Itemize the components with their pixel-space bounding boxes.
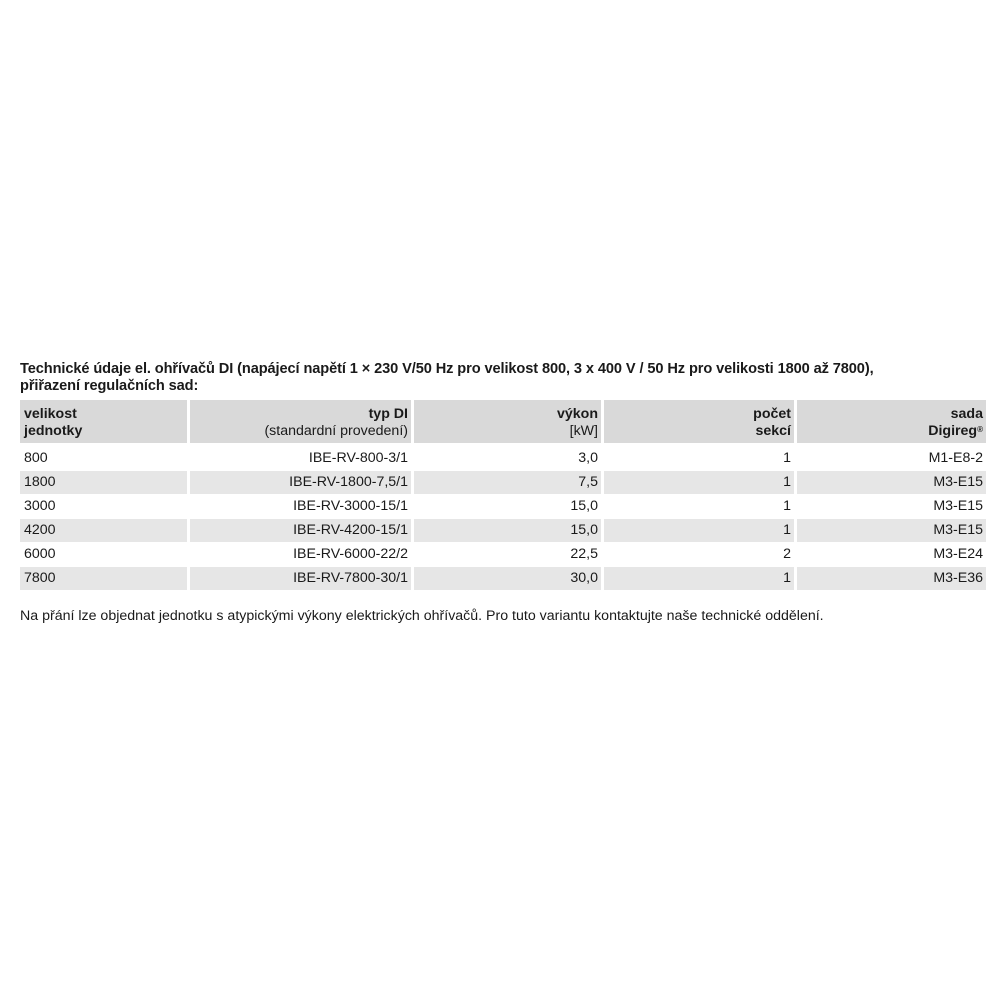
cell-size: 4200 [20,519,190,543]
header-sections-line2: sekcí [755,422,791,439]
header-type-line2: (standardní provedení) [264,422,408,439]
header-control-set-brand: Digireg [928,422,978,439]
cell-power: 30,0 [414,567,604,591]
cell-type: IBE-RV-1800-7,5/1 [190,471,414,495]
header-power [414,400,604,447]
header-sections-line1: počet [753,406,791,422]
cell-set: M3-E15 [797,495,986,519]
cell-set: M1-E8-2 [797,447,986,471]
header-unit-size-line1: velikost [24,406,77,422]
cell-power: 3,0 [414,447,604,471]
cell-size: 1800 [20,471,190,495]
table-row [20,567,986,591]
cell-sections: 1 [604,447,797,471]
header-control-set [797,400,986,447]
cell-power: 15,0 [414,519,604,543]
cell-power: 15,0 [414,495,604,519]
cell-sections: 1 [604,519,797,543]
cell-set: M3-E15 [797,519,986,543]
header-type-line1: typ DI [368,406,408,422]
header-unit-size [20,400,190,447]
cell-size: 6000 [20,543,190,567]
header-power-line2: [kW] [569,422,598,439]
table-row [20,543,986,567]
header-unit-size-line2: jednotky [24,422,83,439]
table-caption [20,361,986,394]
cell-size: 7800 [20,567,190,591]
cell-set: M3-E15 [797,471,986,495]
table-row [20,471,986,495]
cell-power: 22,5 [414,543,604,567]
cell-type: IBE-RV-800-3/1 [190,447,414,471]
cell-power: 7,5 [414,471,604,495]
document [20,361,986,625]
cell-set: M3-E36 [797,567,986,591]
table-row [20,519,986,543]
cell-sections: 1 [604,495,797,519]
table-row [20,447,986,471]
caption-line-2: přiřazení regulačních sad: [20,377,199,394]
cell-type: IBE-RV-7800-30/1 [190,567,414,591]
cell-type: IBE-RV-3000-15/1 [190,495,414,519]
header-power-line1: výkon [556,406,598,422]
table-header-row [20,400,986,447]
cell-type: IBE-RV-6000-22/2 [190,543,414,567]
cell-set: M3-E24 [797,543,986,567]
registered-mark: ® [977,424,983,434]
cell-size: 800 [20,447,190,471]
cell-sections: 2 [604,543,797,567]
caption-line-1: Technické údaje el. ohřívačů DI (napájecí napětí 1 × 230 V/50 Hz pro velikost 800, 3 x 400 V / 50 Hz pro velikosti 1800 až 7800), [20,361,874,377]
heater-spec-table [20,400,986,591]
cell-type: IBE-RV-4200-15/1 [190,519,414,543]
header-control-set-line1: sada [950,406,983,422]
table-row [20,495,986,519]
header-type [190,400,414,447]
footnote: Na přání lze objednat jednotku s atypickými výkony elektrických ohřívačů. Pro tuto variantu kontaktujte naše technické oddělení. [20,608,824,624]
cell-sections: 1 [604,471,797,495]
cell-sections: 1 [604,567,797,591]
cell-size: 3000 [20,495,190,519]
header-control-set-line2 [800,423,983,440]
header-sections [604,400,797,447]
